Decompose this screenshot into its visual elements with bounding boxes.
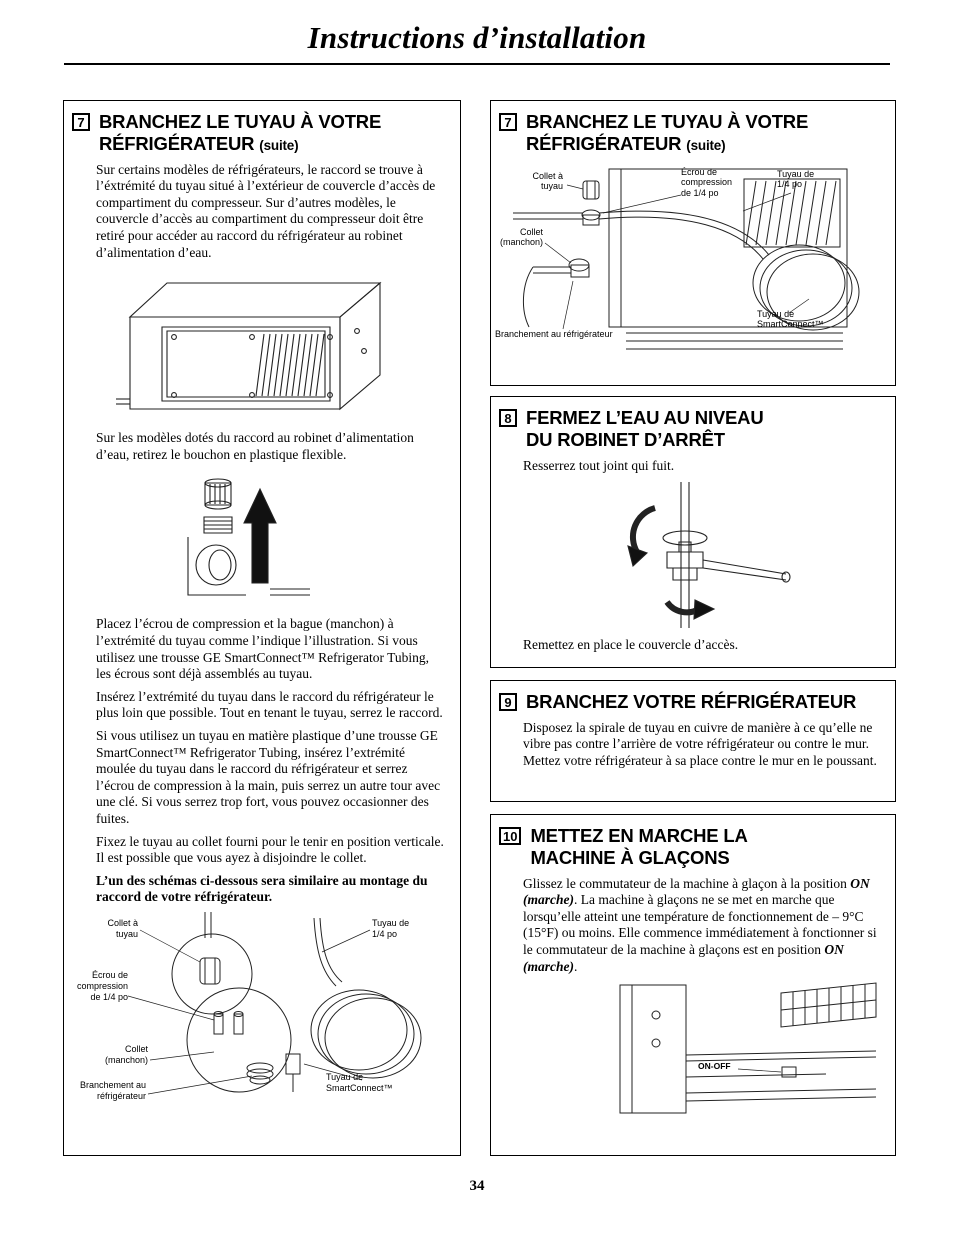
step7-left-title-suffix: (suite) [259, 137, 299, 153]
step7-right-title-text: BRANCHEZ LE TUYAU À VOTRE RÉFRIGÉRATEUR [526, 111, 809, 154]
label-smartconnect: Tuyau de SmartConnect™ [326, 1071, 393, 1093]
step7-left-para7-bold: L’un des schémas ci-dessous sera similaire au montage du raccord de votre réfrigérateur. [96, 872, 428, 905]
fridge-back-illustration [112, 271, 402, 423]
section-step7-right [490, 100, 896, 386]
step10-para1-pre: Glissez le commutateur de la machine à glaçon à la position [523, 875, 851, 891]
section-step8 [490, 396, 896, 668]
step7-left-para2: Sur les modèles dotés du raccord au robinet d’alimentation d’eau, retirez le bouchon en plastique flexible. [96, 430, 414, 462]
step7-right-title [526, 111, 856, 155]
icemaker-diagram [586, 981, 895, 1121]
step10-number-badge: 10 [499, 827, 521, 845]
shutoff-valve-illustration [581, 482, 791, 630]
label-collet-a-tuyau: Collet à tuyau [532, 170, 563, 192]
section-step7-left [63, 100, 461, 1156]
step9-para1: Disposez la spirale de tuyau en cuivre de manière à ce qu’elle ne vibre pas contre l’arrière de votre réfrigérateur ou contre le mur. Mettez votre réfrigérateur à sa place contre le mur en le poussant. [523, 719, 877, 769]
step8-para1: Resserrez tout joint qui fuit. [523, 457, 675, 473]
step10-header [491, 815, 895, 869]
step7-left-para4: Insérez l’extrémité du tuyau dans le raccord du réfrigérateur le plus loin que possible. Tout en tenant le tuyau, serrez le raccord. [96, 688, 443, 721]
step8-header [491, 397, 895, 451]
label-ecrou-compression: Écrou de compression de 1/4 po [681, 166, 733, 199]
step7-right-number-badge: 7 [499, 113, 517, 131]
label-branchement: Branchement au réfrigérateur [495, 328, 613, 339]
label-tuyau-quart: Tuyau de 1/4 po [777, 168, 815, 190]
label-branchement: Branchement au réfrigérateur [79, 1079, 146, 1101]
label-collet-manchon: Collet (manchon) [104, 1043, 148, 1065]
step7-left-title-text: BRANCHEZ LE TUYAU À VOTRE RÉFRIGÉRATEUR [99, 111, 382, 154]
step10-para1 [523, 876, 881, 976]
step10-title: METTEZ EN MARCHE LA MACHINE À GLAÇONS [530, 825, 747, 868]
section-step10 [490, 814, 896, 1156]
step10-on-marche-2: ON (marche) [523, 942, 844, 974]
label-collet-manchon: Collet (manchon) [499, 226, 543, 248]
step7-right-title-suffix: (suite) [686, 137, 726, 153]
section-step9 [490, 680, 896, 802]
tubing-connection-diagram-right [491, 161, 895, 379]
step7-left-title [99, 111, 429, 155]
plug-removal-illustration [174, 471, 324, 609]
icemaker-drawing [586, 981, 881, 1119]
step7-left-para3: Placez l’écrou de compression et la bague (manchon) à l’extrémité du tuyau comme l’indique l’illustration. Si vous utilisez une trousse GE SmartConnect™ Refrigerator Tubing, les écrous sont déjà assemblés au tuyau. [96, 616, 430, 682]
step7-right-header [491, 101, 895, 155]
step9-title: BRANCHEZ VOTRE RÉFRIGÉRATEUR [526, 691, 857, 712]
step8-title: FERMEZ L’EAU AU NIVEAU DU ROBINET D’ARRÊT [526, 407, 764, 450]
tubing-connection-diagram-left [64, 912, 460, 1124]
step10-para1-end: . [574, 958, 578, 974]
step7-left-para1: Sur certains modèles de réfrigérateurs, le raccord se trouve à l’éxtrémité du tuyau situé à l’extérieur de couvercle d’accès de compartiment du compresseur. Sur d’autres modèles, le couvercle d’accès au compartiment du compresseur doit être retiré pour accéder au raccord du réfrigérateur au robinet d’alimentation d’eau. [96, 161, 436, 260]
step10-on-marche-1: ON (marche) [523, 875, 870, 908]
step7-left-para6: Fixez le tuyau au collet fourni pour le tenir en position verticale. Il est possible que vous ayez à disjoindre le collet. [96, 833, 444, 866]
page-title: Instructions d’installation [307, 20, 647, 55]
label-ecrou-compression: Écrou de compression de 1/4 po [76, 969, 128, 1002]
step7-left-number-badge: 7 [72, 113, 90, 131]
step10-para1-mid: . La machine à glaçons ne se met en marche que lorsqu’elle atteint une température de fonctionnement de – 9°C (15°F) ou moins. Elle commence immédiatement à fonctionner si le commutateur de la machine à glaçons est en position [523, 892, 877, 958]
step8-number-badge: 8 [499, 409, 517, 427]
step8-para2: Remettez en place le couvercle d’accès. [523, 637, 739, 653]
label-collet-a-tuyau: Collet à tuyau [107, 917, 138, 939]
label-tuyau-quart: Tuyau de 1/4 po [372, 917, 410, 939]
page-number: 34 [469, 1178, 485, 1194]
label-smartconnect: Tuyau de SmartConnect™ [757, 308, 824, 330]
step9-number-badge: 9 [499, 693, 517, 711]
step7-left-para5: Si vous utilisez un tuyau en matière plastique d’une trousse GE SmartConnect™ Refrigerator Tubing, insérez l’extrémité moulée du tuyau dans le raccord du réfrigérateur et serrez l’écrou de compression à la main, puis serrez un autre tour avec une clé. Si vous serrez trop fort, vous pouvez occasionner des fuites. [96, 727, 441, 826]
label-on-off-switch: ON-OFF [698, 1061, 731, 1072]
title-divider [64, 63, 890, 65]
step9-header [491, 681, 895, 713]
step7-left-header [64, 101, 460, 155]
